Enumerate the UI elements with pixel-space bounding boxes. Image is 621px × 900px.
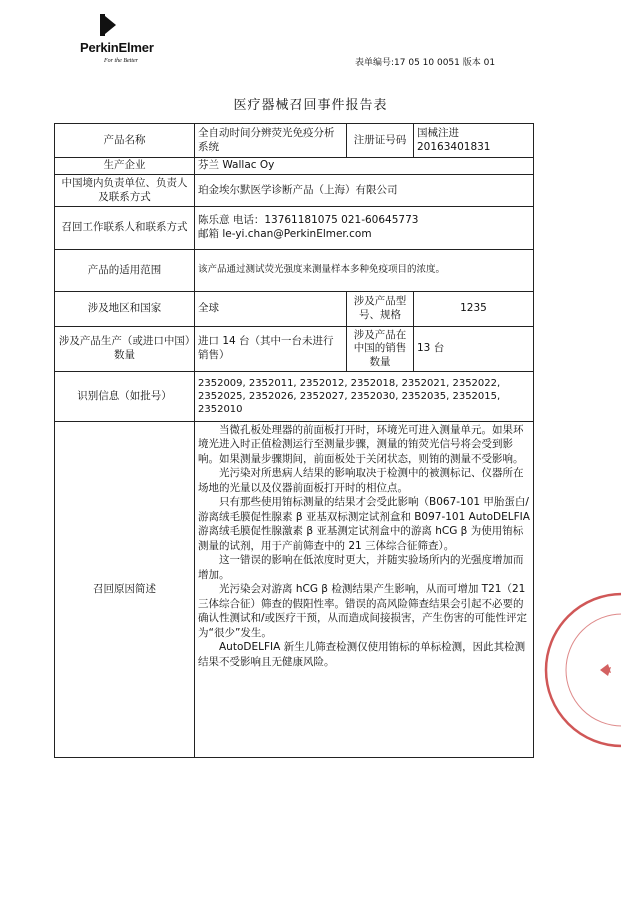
brand-name: PerkinElmer [80, 40, 154, 55]
reason-paragraph: 只有那些使用铕标测量的结果才会受此影响（B067-101 甲胎蛋白/游离绒毛膜促性腺素 β 亚基双标测定试剂盒和 B097-101 AutoDELFIA 游离绒毛膜促性腺激素 β 亚基测定试剂盒中的游离 hCG β 为使用铕标测量的试剂，用于产前筛查中的 21 三体综合征筛查）。 [198, 496, 530, 552]
model-label: 涉及产品型号、规格 [347, 292, 414, 327]
region-value: 全球 [195, 292, 347, 327]
row-manufacturer [55, 158, 534, 175]
contact-email: 邮箱 le-yi.chan@PerkinElmer.com [198, 228, 372, 240]
model-value: 1235 [414, 292, 534, 327]
logo-mark-icon [98, 14, 118, 40]
reason-paragraph: 光污染会对游离 hCG β 检测结果产生影响，从而可增加 T21（21 三体综合征）筛查的假阳性率。错误的高风险筛查结果会引起不必要的确认性测试和/或医疗干预，从而造成间接损害，产生伤害的可能性评定为“很少”发生。 [198, 583, 528, 639]
reason-paragraph: 这一错误的影响在低浓度时更大，并随实验场所内的光强度增加而增加。 [198, 554, 524, 581]
manufacturer-value: 芬兰 Wallac Oy [195, 158, 534, 175]
scope-value: 该产品通过测试荧光强度来测量样本多种免疫项目的浓度。 [195, 250, 534, 292]
brand-tagline: For the Better [104, 58, 138, 64]
product-name-value: 全自动时间分辨荧光免疫分析系统 [195, 124, 347, 158]
contact-label: 召回工作联系人和联系方式 [55, 207, 195, 250]
agent-label: 中国境内负责单位、负责人及联系方式 [55, 175, 195, 207]
quantity-value: 进口 14 台（其中一台未进行销售） [195, 327, 347, 372]
agent-value: 珀金埃尔默医学诊断产品（上海）有限公司 [195, 175, 534, 207]
reason-paragraph: 当微孔板处理器的前面板打开时，环境光可进入测量单元。如果环境光进入时正值检测运行至测量步骤，测量的铕荧光信号将会受到影响。如果测量步骤期间，前面板处于关闭状态，则铕的测量不受影响。 [198, 424, 524, 465]
reg-number-value: 国械注进 20163401831 [414, 124, 534, 158]
row-serial [55, 372, 534, 422]
reg-number-label: 注册证号码 [347, 124, 414, 158]
form-number: 表单编号:17 05 10 0051 版本 01 [355, 58, 496, 68]
product-name-label: 产品名称 [55, 124, 195, 158]
sold-value: 13 台 [414, 327, 534, 372]
reason-value [195, 422, 534, 758]
company-seal [540, 570, 621, 770]
row-scope [55, 250, 534, 292]
scope-label: 产品的适用范围 [55, 250, 195, 292]
page-title: 医疗器械召回事件报告表 [233, 98, 388, 113]
row-contact [55, 207, 534, 250]
row-agent [55, 175, 534, 207]
row-product-name [55, 124, 534, 158]
serial-label: 识别信息（如批号） [55, 372, 195, 422]
contact-value [195, 207, 534, 250]
sold-label: 涉及产品在中国的销售数量 [347, 327, 414, 372]
contact-phone: 陈乐意 电话：13761181075 021-60645773 [198, 214, 419, 227]
reason-paragraph: AutoDELFIA 新生儿筛查检测仅使用铕标的单标检测，因此其检测结果不受影响且无健康风险。 [198, 641, 526, 668]
row-region [55, 292, 534, 327]
recall-report-table [54, 123, 534, 758]
row-reason [55, 422, 534, 758]
perkinelmer-logo [80, 14, 190, 66]
manufacturer-label: 生产企业 [55, 158, 195, 175]
quantity-label: 涉及产品生产（或进口中国）数量 [55, 327, 195, 372]
serial-value: 2352009, 2352011, 2352012, 2352018, 2352021, 2352022, 2352025, 2352026, 2352027, 2352030, 2352035, 2352015, 2352010 [195, 372, 534, 422]
region-label: 涉及地区和国家 [55, 292, 195, 327]
reason-label: 召回原因简述 [55, 422, 195, 758]
reason-paragraph: 光污染对所患病人结果的影响取决于检测中的被测标记、仪器所在场地的光量以及仪器前面板打开时的相位点。 [198, 467, 524, 494]
row-quantity [55, 327, 534, 372]
